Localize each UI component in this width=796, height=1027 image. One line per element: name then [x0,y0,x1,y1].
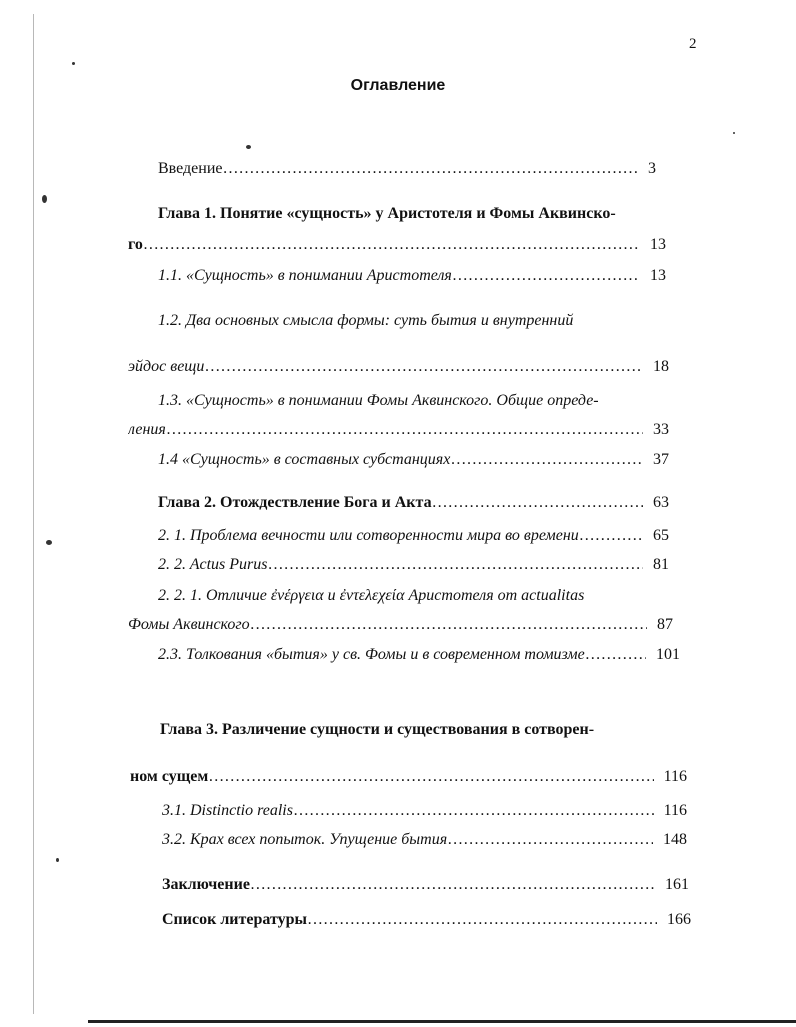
toc-chapter-3-line-1: Глава 3. Различение сущности и существования в сотворен- [160,721,595,738]
toc-entry-page: 87 [657,616,673,633]
toc-entry-section-1-1[interactable] [158,265,666,287]
toc-entry-intro[interactable] [158,158,656,180]
toc-entry-section-2-2-1[interactable] [128,614,673,636]
toc-leader-dots [250,614,647,636]
toc-entry-page: 37 [653,451,669,468]
toc-entry-conclusion[interactable] [162,874,689,896]
toc-entry-page: 161 [665,876,689,893]
toc-leader-dots [143,234,640,256]
toc-entry-label: 3.1. Distinctio realis [162,802,293,819]
scan-margin-line [33,14,34,1014]
toc-leader-dots [250,874,655,896]
scan-speck [42,195,47,203]
toc-entry-label: 2. 2. Actus Purus [158,556,268,573]
scan-speck [246,145,251,149]
toc-entry-page: 18 [653,358,669,375]
toc-leader-dots [223,158,639,180]
toc-entry-page: 63 [653,494,669,511]
toc-section-1-3-line-1: 1.3. «Сущность» в понимании Фомы Аквинского. Общие опреде- [158,392,599,409]
toc-entry-label: Заключение [162,876,250,893]
toc-entry-page: 13 [650,267,666,284]
toc-entry-page: 13 [650,236,666,253]
toc-entry-label: ном сущем [130,768,209,785]
toc-entry-page: 65 [653,527,669,544]
toc-leader-dots [166,419,643,441]
page-number: 2 [689,36,697,52]
toc-entry-page: 148 [663,831,687,848]
toc-entry-label: 1.4 «Сущность» в составных субстанциях [158,451,451,468]
toc-entry-label: Список литературы [162,911,307,928]
scan-speck [46,540,52,545]
toc-entry-page: 166 [667,911,691,928]
toc-leader-dots [452,265,640,287]
toc-entry-section-2-3[interactable] [158,644,680,666]
toc-entry-section-1-3[interactable] [128,419,669,441]
page-title: Оглавление [350,77,446,94]
toc-leader-dots [450,449,643,471]
toc-chapter-1-line-1: Глава 1. Понятие «сущность» у Аристотеля и Фомы Аквинско- [158,205,616,222]
toc-entry-page: 81 [653,556,669,573]
toc-entry-page: 33 [653,421,669,438]
toc-leader-dots [307,909,657,931]
toc-entry-label: 2. 1. Проблема вечности или сотворенности мира во времени [158,527,579,544]
toc-entry-label: 3.2. Крах всех попыток. Упущение бытия [162,831,448,848]
toc-leader-dots [432,492,643,514]
toc-leader-dots [204,356,643,378]
toc-entry-section-2-1[interactable] [158,525,669,547]
toc-entry-chapter-2[interactable] [158,492,669,514]
toc-entry-label: Введение [158,160,223,177]
scan-speck [733,132,735,134]
toc-entry-label: 1.1. «Сущность» в понимании Аристотеля [158,267,452,284]
toc-entry-page: 101 [656,646,680,663]
toc-entry-page: 116 [663,768,687,785]
toc-entry-label: Фомы Аквинского [128,616,250,633]
toc-section-2-2-1-line-1: 2. 2. 1. Отличие ἐνέργεια и ἐντελεχεία Аристотеля от actualitas [158,587,585,604]
toc-leader-dots [579,525,643,547]
scan-speck [56,858,59,862]
toc-entry-label: эйдос вещи [128,358,205,375]
toc-entry-chapter-3[interactable] [130,766,687,788]
toc-entry-page: 3 [648,160,656,177]
toc-section-1-2-line-1: 1.2. Два основных смысла формы: суть бытия и внутренний [158,312,574,329]
toc-entry-section-3-1[interactable] [162,800,687,822]
toc-entry-bibliography[interactable] [162,909,691,931]
toc-entry-page: 116 [663,802,687,819]
toc-leader-dots [585,644,646,666]
toc-entry-label: ления [128,421,166,438]
toc-entry-chapter-1[interactable] [128,234,666,256]
toc-leader-dots [208,766,653,788]
toc-entry-label: Глава 2. Отождествление Бога и Акта [158,494,432,511]
toc-leader-dots [267,554,643,576]
toc-entry-section-3-2[interactable] [162,829,687,851]
scan-bottom-edge [88,1020,796,1023]
scan-speck [72,62,75,65]
toc-entry-label: го [128,236,143,253]
toc-entry-label: 2.3. Толкования «бытия» у св. Фомы и в современном томизме [158,646,585,663]
toc-leader-dots [293,800,654,822]
toc-entry-section-2-2[interactable] [158,554,669,576]
toc-entry-section-1-4[interactable] [158,449,669,471]
toc-leader-dots [447,829,653,851]
toc-entry-section-1-2[interactable] [128,356,669,378]
